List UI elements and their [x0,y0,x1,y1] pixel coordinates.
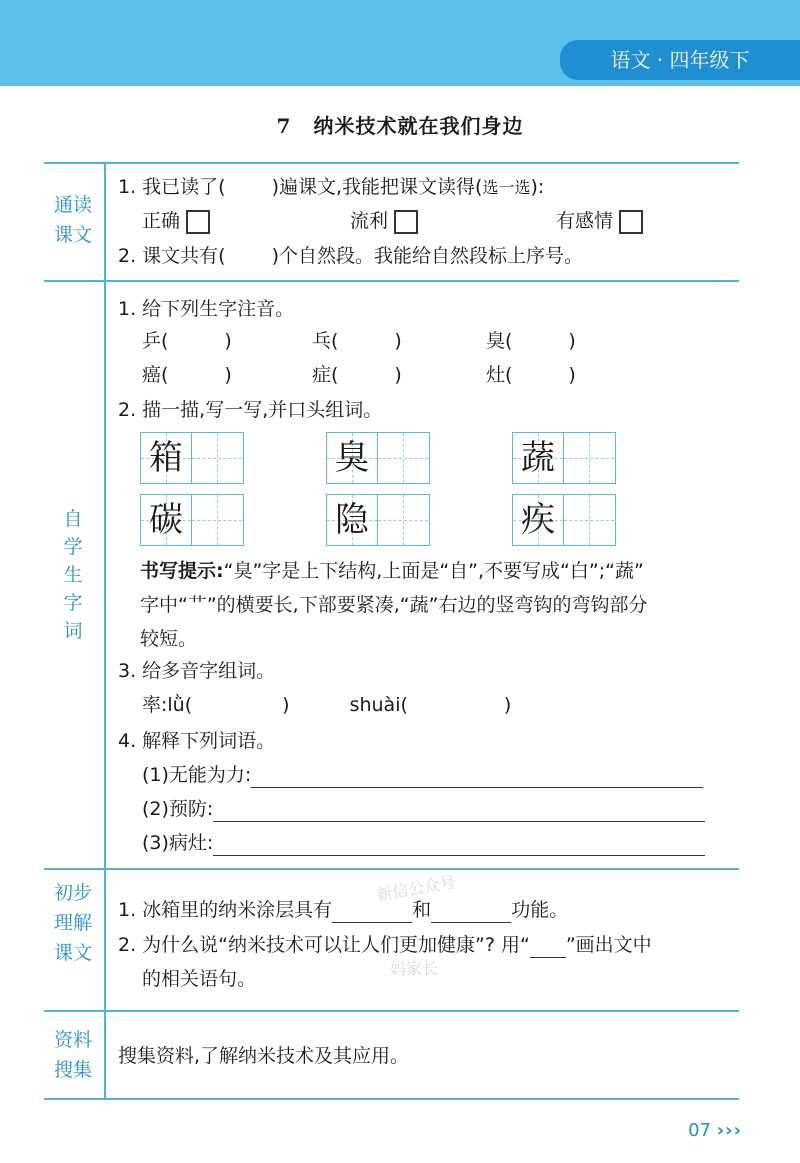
grid-char: 蔬 [521,438,555,478]
writing-grid[interactable] [140,432,244,484]
label-column-divider [104,162,106,1099]
writing-grid[interactable] [326,494,430,546]
grade-label: 语文 · 四年级下 [560,40,800,80]
grid-char: 隐 [335,500,369,540]
understand-q2-line-2: 的相关语句。 [142,968,257,990]
writing-tip-line-2: 字中“艹”的横要长,下部要紧凑,“蔬”右边的竖弯钩的弯钩部分 [140,594,648,616]
answer-line[interactable] [251,787,703,788]
page-number: 07 ››› [688,1120,742,1141]
checkbox-fluent[interactable] [394,210,418,234]
grid-char: 碳 [149,500,183,540]
polyphone-row: 率:lǜ( ) shuài( ) [142,694,512,716]
answer-line[interactable] [213,821,705,822]
term-row-2: (2)预防: [142,796,705,822]
divider-2 [44,868,739,870]
study-q4-title: 4. 解释下列词语。 [118,730,276,752]
term-row-1: (1)无能为力: [142,762,703,788]
divider-top [44,162,739,164]
term-row-3: (3)病灶: [142,830,705,856]
understand-q2-line-1: 2. 为什么说“纳米技术可以让人们更加健康”? 用“ ”画出文中 [118,934,652,956]
checkbox-correct[interactable] [186,210,210,234]
watermark-stamp: 新信公众号 妈家长 [375,872,458,978]
section-label-read: 通读 课文 [53,194,92,246]
study-q2-title: 2. 描一描,写一写,并口头组词。 [118,399,383,421]
pinyin-item-6: 灶( ) [486,364,576,386]
lesson-number: 7 [276,114,292,138]
writing-grid[interactable] [140,494,244,546]
understand-q1: 1. 冰箱里的纳米涂层具有 和 功能。 [118,899,569,921]
option-correct: 正确 [142,208,210,234]
answer-line[interactable] [213,855,705,856]
writing-grid[interactable] [326,432,430,484]
option-fluent: 流利 [350,208,418,234]
divider-3 [44,1010,739,1012]
grid-char: 臭 [335,438,369,478]
section-label-self-study: 自 学 生 字 词 [63,508,83,642]
grid-char: 疾 [521,500,555,540]
divider-bottom [44,1098,739,1100]
pinyin-item-4: 癌( ) [142,364,232,386]
section-label-material: 资料 搜集 [53,1029,92,1081]
pinyin-item-1: 乒( ) [142,330,232,352]
read-q1: 1. 我已读了( )遍课文,我能把课文读得(选一选): [118,176,545,198]
section-label-understand: 初步 理解 课文 [53,882,92,964]
lesson-title-text: 纳米技术就在我们身边 [313,114,524,138]
divider-1 [44,280,739,282]
chevron-right-icon: ››› [716,1120,742,1141]
writing-tip-label: 书写提示: [140,560,224,582]
writing-tip-line-1: 书写提示:“臭”字是上下结构,上面是“自”,不要写成“白”;“蔬” [140,560,644,582]
study-q1-title: 1. 给下列生字注音。 [118,298,295,320]
writing-grid[interactable] [512,494,616,546]
writing-grid[interactable] [512,432,616,484]
top-banner [0,0,800,86]
grid-char: 箱 [149,438,183,478]
pinyin-item-3: 臭( ) [486,330,576,352]
material-text: 搜集资料,了解纳米技术及其应用。 [118,1045,410,1067]
checkbox-emotional[interactable] [619,210,643,234]
pinyin-item-2: 乓( ) [312,330,402,352]
study-q3-title: 3. 给多音字组词。 [118,660,276,682]
read-q2: 2. 课文共有( )个自然段。我能给自然段标上序号。 [118,245,584,267]
writing-tip-line-3: 较短。 [140,628,198,650]
pinyin-item-5: 症( ) [312,364,402,386]
option-emotional: 有感情 [556,208,643,234]
lesson-title [0,110,800,139]
